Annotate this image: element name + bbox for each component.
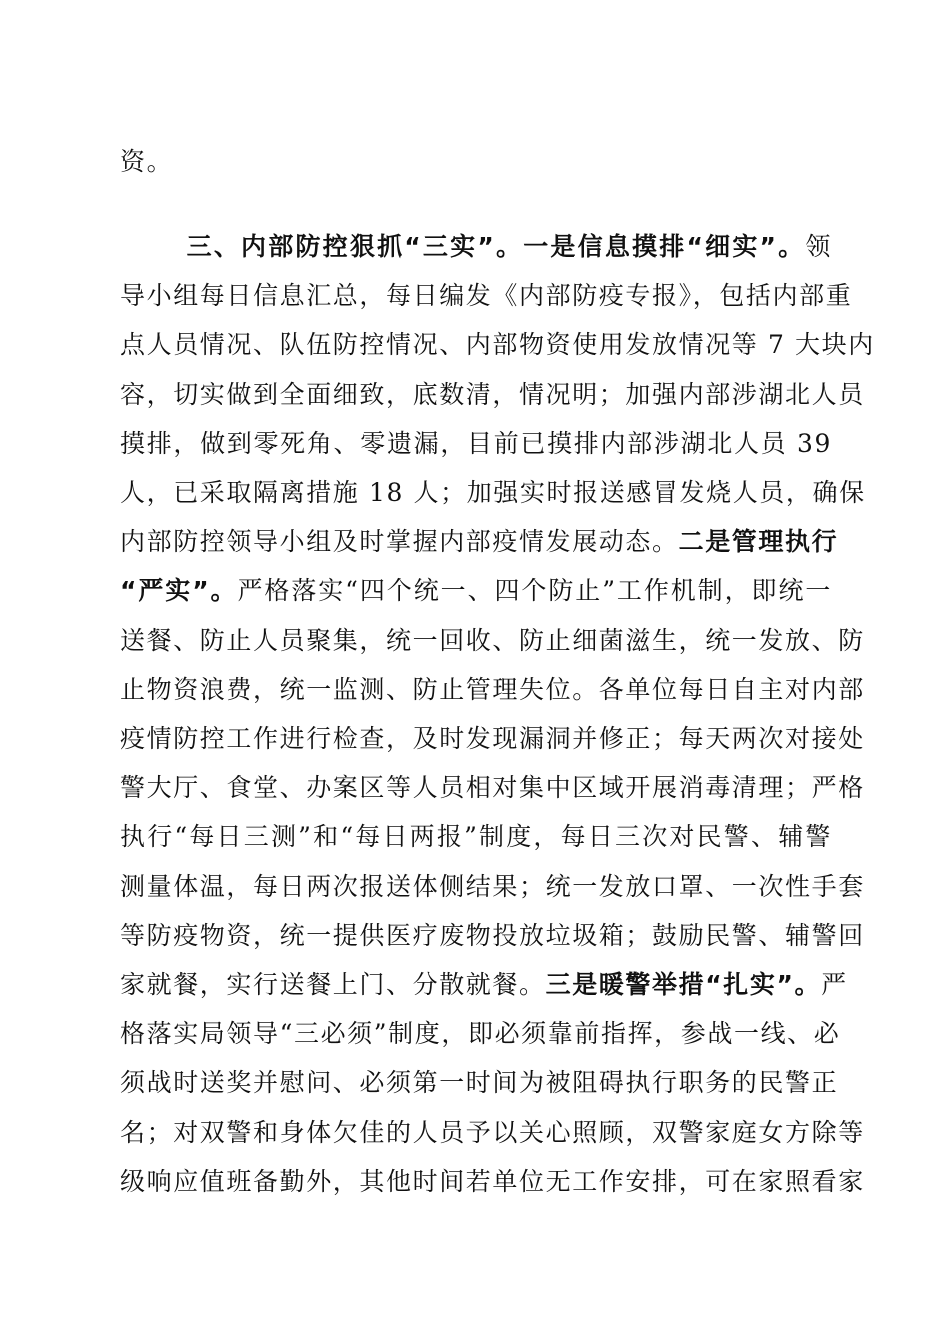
continuation-line: 资。 bbox=[120, 147, 174, 176]
paragraph-line bbox=[120, 920, 865, 952]
line-part: 一是信息摸排“细实”。 bbox=[523, 232, 806, 261]
line-part: 等防疫物资，统一提供医疗废物投放垃圾箱；鼓励民警、辅警回 bbox=[120, 921, 865, 950]
paragraph-line bbox=[120, 723, 865, 755]
section-heading: 三、内部防控狠抓“三实”。 bbox=[186, 232, 524, 261]
paragraph-first-line bbox=[120, 231, 832, 263]
line-part: 导小组每日信息汇总，每日编发《内部防疫专报》，包括内部重 bbox=[120, 281, 853, 310]
line-part: 警大厅、食堂、办案区等人员相对集中区域开展消毒清理；严格 bbox=[120, 773, 865, 802]
paragraph-line bbox=[120, 1166, 865, 1198]
paragraph-line bbox=[120, 280, 853, 312]
paragraph-line bbox=[120, 871, 865, 903]
paragraph-line bbox=[120, 674, 865, 706]
line-part: 三是暖警举措“扎实”。 bbox=[545, 970, 822, 999]
paragraph-line bbox=[120, 1018, 841, 1050]
line-part: 二是管理执行 bbox=[678, 527, 839, 556]
line-part: 执行“每日三测”和“每日两报”制度，每日三次对民警、辅警 bbox=[120, 822, 832, 851]
line-part: 严 bbox=[821, 970, 848, 999]
paragraph-line bbox=[120, 379, 865, 411]
line-part: 须战时送奖并慰问、必须第一时间为被阻碍执行职务的民警正 bbox=[120, 1068, 839, 1097]
paragraph-line bbox=[120, 428, 832, 460]
line-part: 领 bbox=[805, 232, 832, 261]
line-part: 内部防控领导小组及时掌握内部疫情发展动态。 bbox=[120, 527, 679, 556]
paragraph-line bbox=[120, 526, 839, 558]
paragraph-line bbox=[120, 772, 865, 804]
paragraph-line bbox=[120, 821, 832, 853]
line-part: 送餐、防止人员聚集，统一回收、防止细菌滋生，统一发放、防 bbox=[120, 626, 865, 655]
line-part: 家就餐，实行送餐上门、分散就餐。 bbox=[120, 970, 546, 999]
paragraph-line bbox=[120, 625, 865, 657]
line-part: 级响应值班备勤外，其他时间若单位无工作安排，可在家照看家 bbox=[120, 1167, 865, 1196]
paragraph-line bbox=[120, 575, 832, 607]
paragraph-line bbox=[120, 1067, 839, 1099]
paragraph-line bbox=[120, 969, 848, 1001]
paragraph-line bbox=[120, 329, 875, 361]
line-part: 容，切实做到全面细致，底数清，情况明；加强内部涉湖北人员 bbox=[120, 380, 865, 409]
paragraph-line bbox=[120, 477, 866, 509]
line-part: 疫情防控工作进行检查，及时发现漏洞并修正；每天两次对接处 bbox=[120, 724, 865, 753]
line-part: 人，已采取隔离措施 18 人；加强实时报送感冒发烧人员，确保 bbox=[120, 478, 866, 507]
line-part: 格落实局领导“三必须”制度，即必须靠前指挥，参战一线、必 bbox=[120, 1019, 841, 1048]
line-part: 摸排，做到零死角、零遗漏，目前已摸排内部涉湖北人员 39 bbox=[120, 429, 832, 458]
line-part: “严实”。 bbox=[120, 576, 238, 605]
line-part: 止物资浪费，统一监测、防止管理失位。各单位每日自主对内部 bbox=[120, 675, 865, 704]
line-part: 测量体温，每日两次报送体侧结果；统一发放口罩、一次性手套 bbox=[120, 872, 865, 901]
line-part: 点人员情况、队伍防控情况、内部物资使用发放情况等 7 大块内 bbox=[120, 330, 875, 359]
paragraph-line bbox=[120, 1117, 865, 1149]
line-part: 严格落实“四个统一、四个防止”工作机制，即统一 bbox=[237, 576, 832, 605]
line-part: 名；对双警和身体欠佳的人员予以关心照顾，双警家庭女方除等 bbox=[120, 1118, 865, 1147]
